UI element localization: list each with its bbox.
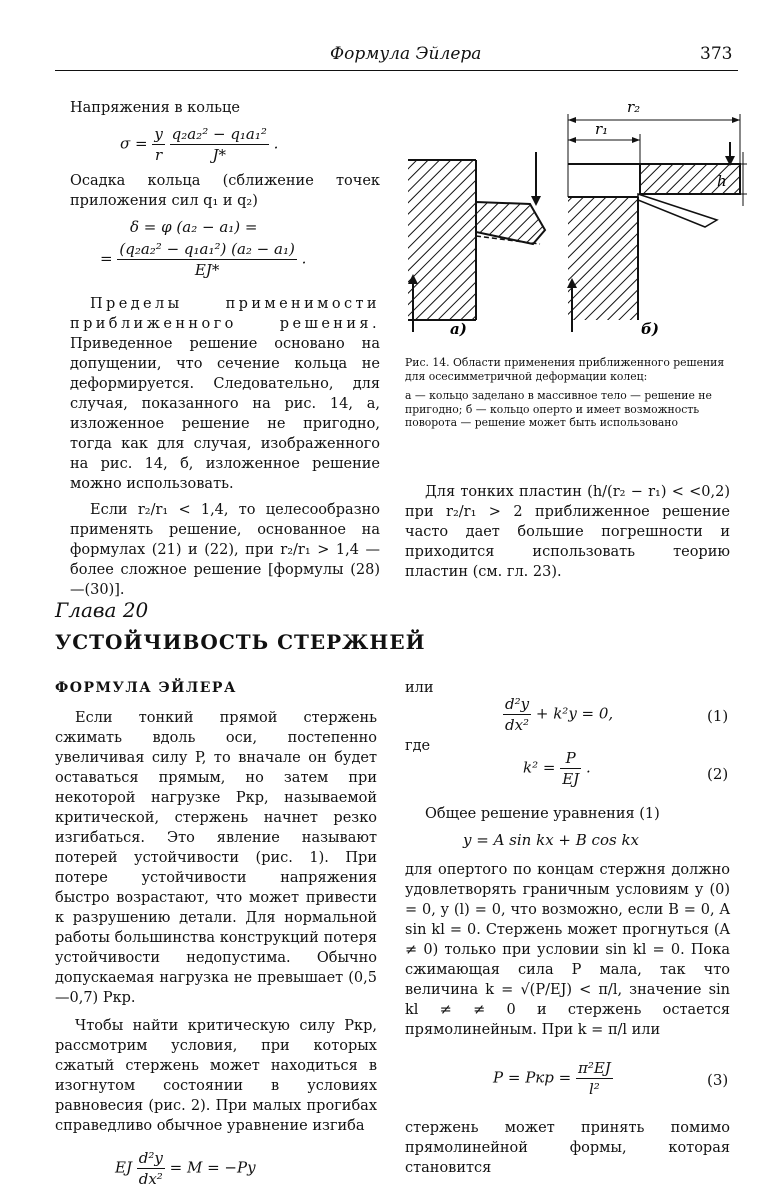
boundary-paragraph: для опертого по концам стержня должно удовлетворять граничным условиям y (0) = 0, y (l) = 0, что возможно, если B = 0, A sin kl = 0. Стержень может прогнуться (A ≠ 0) только при условии sin kl = 0. Пока сжимающая сила P мала, так что величина k = √(P/EJ) < π/l, значение sin kl ≠ ≠ 0 и стержень остается прямолинейным. При k = π/l или <box>405 862 730 1038</box>
label-a: а) <box>450 320 467 338</box>
support-body-b <box>568 197 638 320</box>
equation-1: $\frac{\text{d²y}}{\text{dx²}}$ + k²y = 0, <box>505 695 614 734</box>
equation-3: P = Pкр = $\frac{\text{π²EJ}}{\text{l²}}$ <box>493 1059 611 1098</box>
equation-3-number: (3) <box>707 1071 729 1089</box>
delta-formula: δ = φ (a₂ − a₁) = <box>130 218 258 236</box>
label-r2: r₂ <box>627 98 641 116</box>
general-solution-intro: Общее решение уравнения (1) <box>425 806 660 822</box>
chapter-title: УСТОЙЧИВОСТЬ СТЕРЖНЕЙ <box>55 630 426 654</box>
section-heading: ФОРМУЛА ЭЙЛЕРА <box>55 680 237 696</box>
right-top-column <box>405 482 730 582</box>
applicability-paragraph: Пределы применимости приближенного решения. Приведенное решение основано на допущении, что сечение кольца не деформируется. Следовательно, для случая, показанного на рис. 14, а, изложенное решение не пригодно, тогда как для случая, изображенного на рис. 14, б, изложенное решение можно использовать. <box>70 296 380 492</box>
word-where: где <box>405 738 431 754</box>
page-number: 373 <box>700 44 733 64</box>
equation-2: k² = $\frac{P}{EJ}$ . <box>523 749 591 788</box>
equation-1-number: (1) <box>707 707 729 725</box>
delta-formula-cont: = $\frac{\text{(q₂a₂² − q₁a₁²) (a₂ − a₁)}}{EJ*}$ . <box>100 240 307 279</box>
stress-intro: Напряжения в кольце <box>70 100 240 116</box>
applicability-heading: Пределы применимости приближенного решения. <box>70 296 380 332</box>
chapter-label: Глава 20 <box>55 598 149 622</box>
left-top-column <box>70 98 380 600</box>
caption-title: Рис. 14. Области применения приближенного решения для осесимметричной деформации колец: <box>405 356 725 383</box>
caption-text: а — кольцо заделано в массивное тело — решение не пригодно; б — кольцо оперто и имеет возможность поворота — решение может быть использовано <box>405 389 712 429</box>
figure-14 <box>405 92 750 342</box>
equation-general: y = A sin kx + B cos kx <box>463 831 639 849</box>
settlement-intro: Осадка кольца (сближение точек приложения сил q₁ и q₂) <box>70 173 380 209</box>
word-or: или <box>405 680 434 696</box>
running-title: Формула Эйлера <box>330 44 482 64</box>
euler-paragraph-2: Чтобы найти критическую силу Pкр, рассмотрим условия, при которых сжатый стержень может находиться в изогнутом состоянии в условиях равновесия (рис. 2). При малых прогибах справедливо обычное уравнение изгиба <box>55 1018 377 1134</box>
figure-caption <box>405 356 735 430</box>
ratio-paragraph: Если r₂/r₁ < 1,4, то целесообразно применять решение, основанное на формулах (21) и (22), при r₂/r₁ > 1,4 — более сложное решение [формулы (28)—(30)]. <box>70 502 380 598</box>
label-h: h <box>717 172 727 190</box>
equation-2-number: (2) <box>707 765 729 783</box>
figure-14-drawing <box>405 92 750 342</box>
right-bottom-column <box>405 678 735 1176</box>
left-bottom-column <box>55 678 377 1189</box>
label-b: б) <box>641 320 659 338</box>
page-header <box>0 40 778 70</box>
stress-formula: σ = $\frac{y}{r}$ $\frac{\text{q₂a₂² − q₁a₁²}}{J*}$ . <box>120 125 279 164</box>
bending-equation: EJ $\frac{\text{d²y}}{\text{dx²}}$ = M = −Py <box>115 1149 256 1188</box>
label-r1: r₁ <box>595 120 609 138</box>
euler-paragraph-1: Если тонкий прямой стержень сжимать вдоль оси, постепенно увеличивая силу P, то вначале он будет оставаться прямым, но затем при некоторой нагрузке Pкр, называемой критической, стержень начнет резко изгибаться. Это явление называют потерей устойчивости (рис. 1). При потере устойчивости напряжения быстро возрастают, что может привести к разрушению детали. Для нормальной работы большинства конструкций потеря устойчивости недопустима. Обычно допускаемая нагрузка не превышает (0,5—0,7) Pкр. <box>55 710 377 1006</box>
massive-body-a <box>408 160 476 320</box>
thin-plates-paragraph: Для тонких пластин (h/(r₂ − r₁) < <0,2) при r₂/r₁ > 2 приближенное решение часто дает большие погрешности и приходится использовать теорию пластин (см. гл. 23). <box>405 484 730 580</box>
header-rule <box>55 70 738 71</box>
closing-paragraph: стержень может принять помимо прямолинейной формы, которая становится <box>405 1120 730 1176</box>
